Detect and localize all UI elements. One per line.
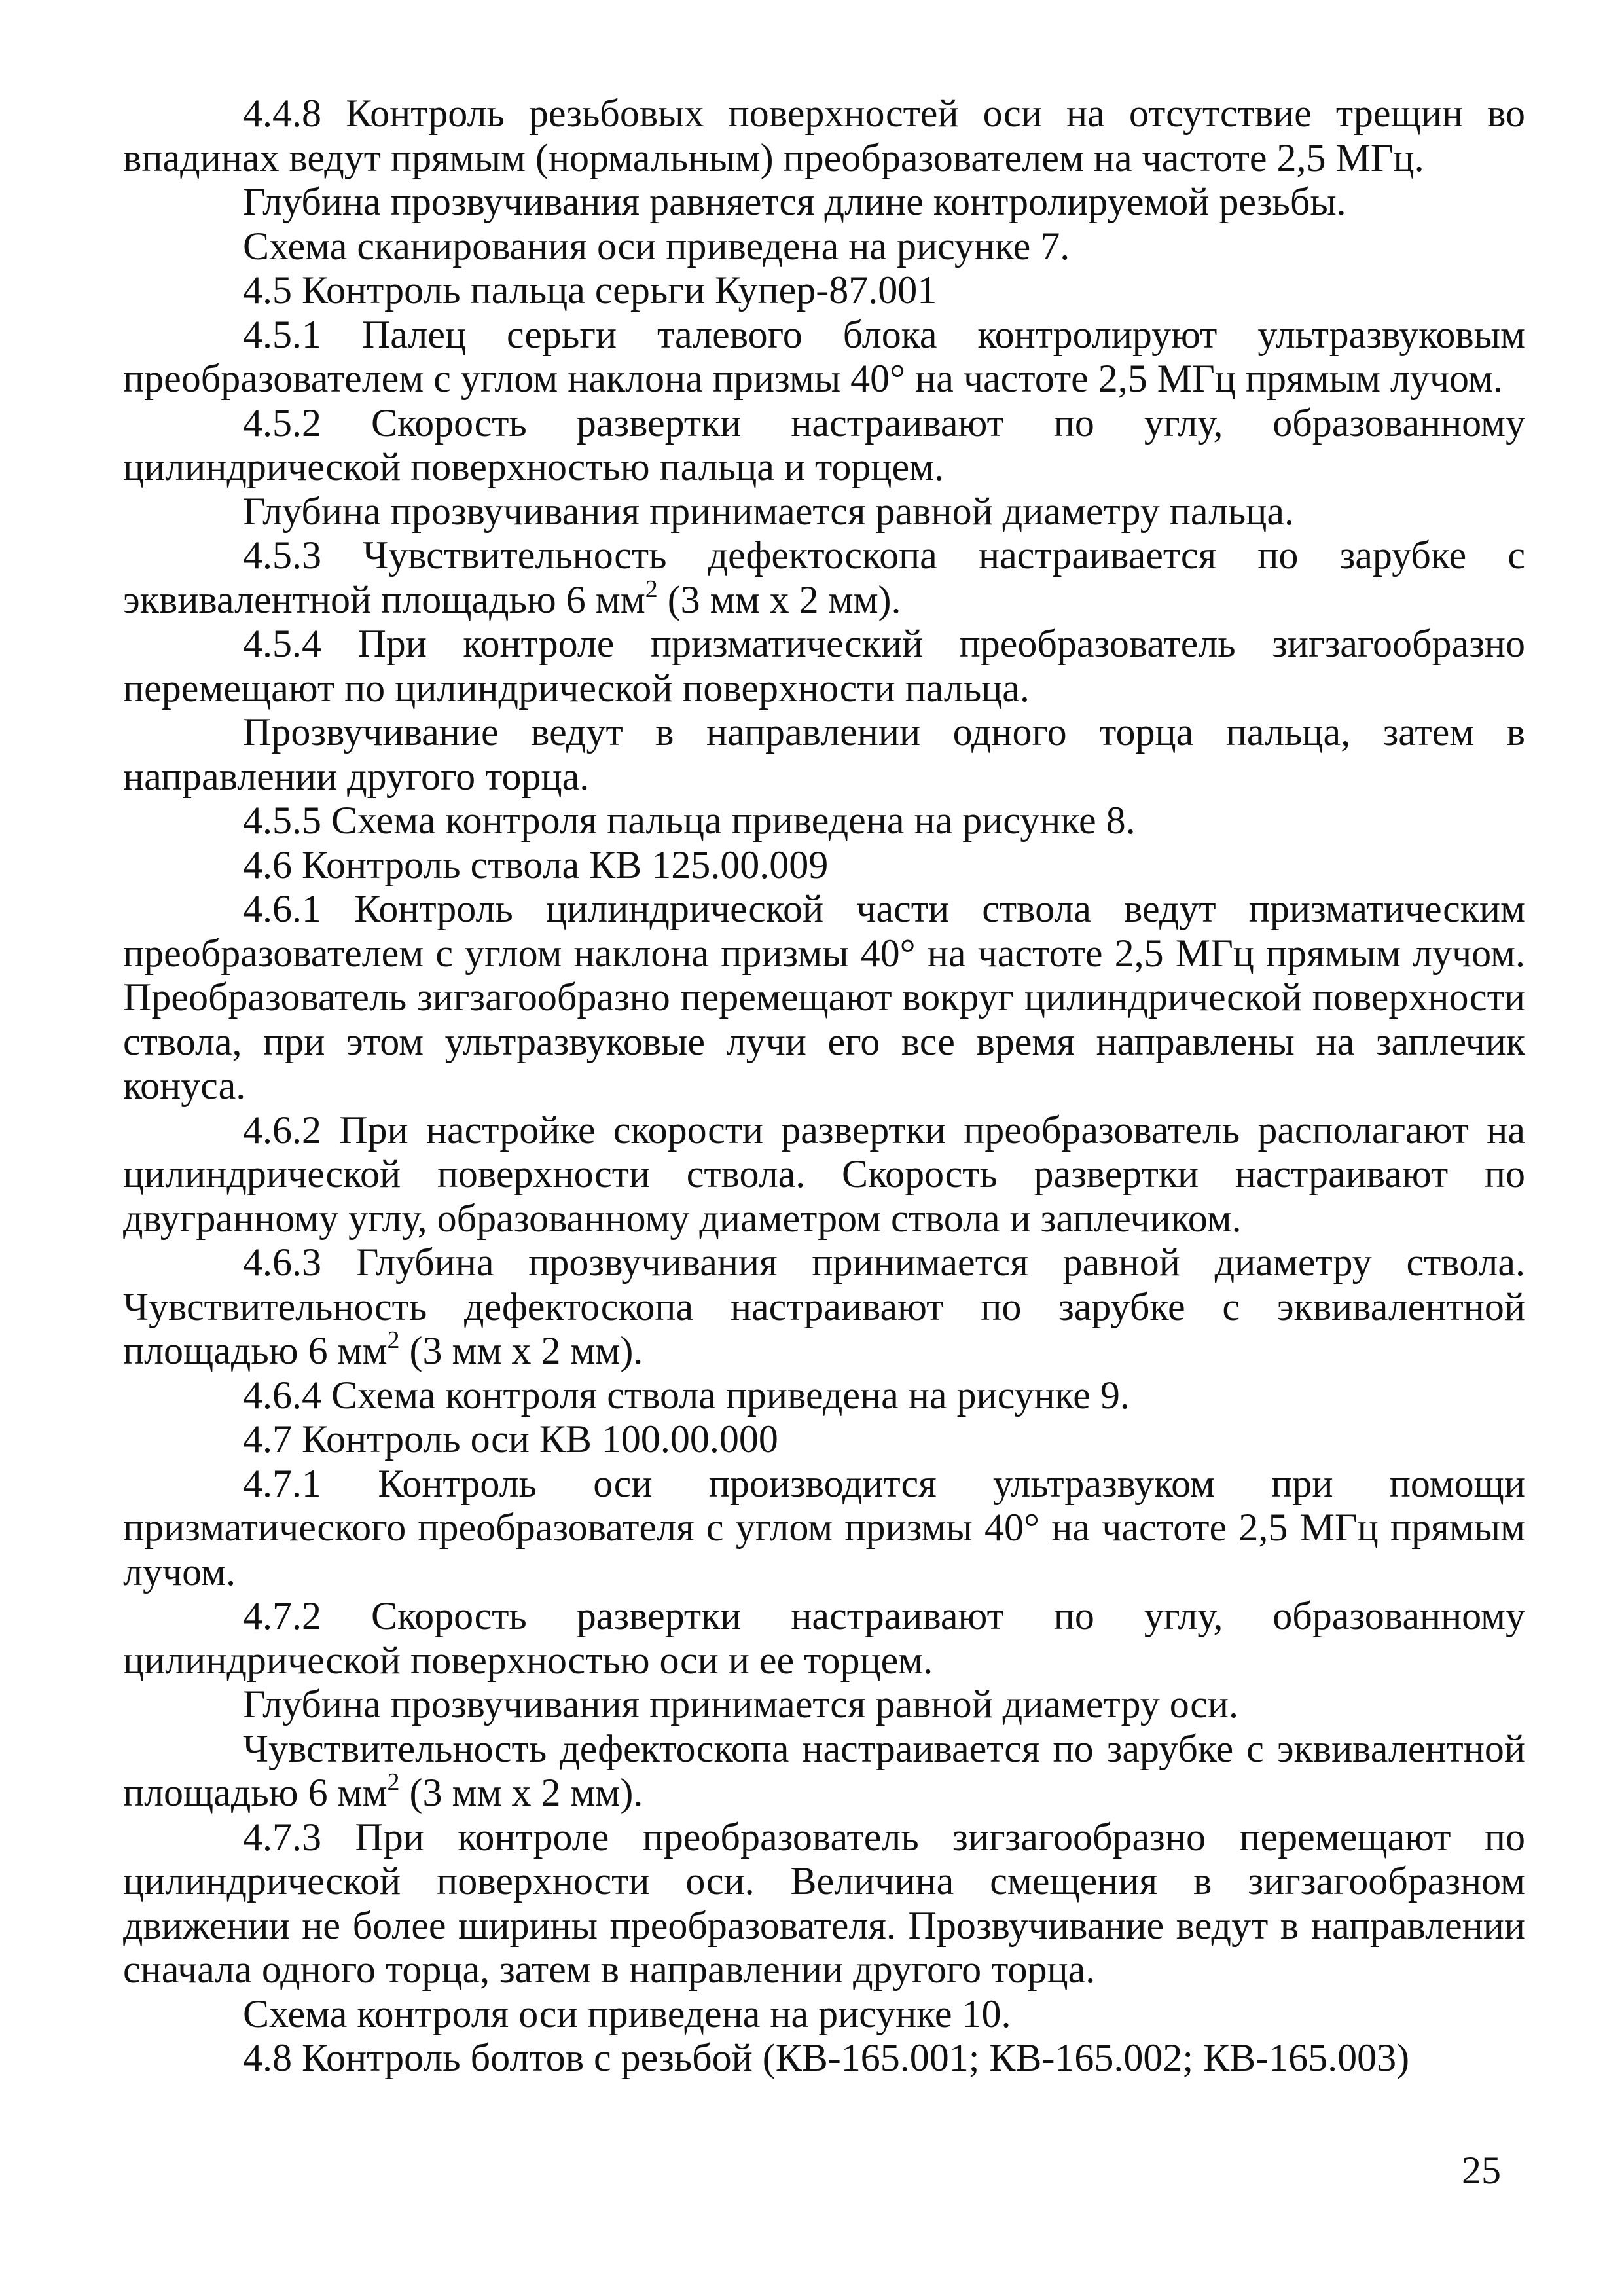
- paragraph-4-7-3: 4.7.3 При контроле преобразователь зигзагообразно перемещают по цилиндрической поверхности оси. Величина смещения в зигзагообразном движении не более ширины преобразователя. Прозвучивание ведут в направлении сначала одного торца, затем в направлении другого торца.: [123, 1815, 1525, 1991]
- paragraph-4-6-3-tail: (3 мм х 2 мм).: [399, 1329, 643, 1372]
- superscript-2: 2: [645, 575, 658, 603]
- paragraph-sensitivity-axle: [123, 1727, 1525, 1815]
- paragraph-4-6-4: 4.6.4 Схема контроля ствола приведена на рисунке 9.: [243, 1373, 1130, 1417]
- paragraph-sensitivity-axle-tail: (3 мм х 2 мм).: [399, 1771, 643, 1814]
- paragraph-scan-depth-pin: Глубина прозвучивания принимается равной диаметру пальца.: [243, 489, 1295, 533]
- paragraph-figure-10-ref: Схема контроля оси приведена на рисунке 10.: [243, 1992, 1011, 2035]
- heading-4-7: 4.7 Контроль оси КВ 100.00.000: [243, 1417, 778, 1461]
- paragraph-sounding-direction-pin: Прозвучивание ведут в направлении одного торца пальца, затем в направлении другого торца.: [123, 710, 1525, 798]
- paragraph-4-7-1: 4.7.1 Контроль оси производится ультразвуком при помощи призматического преобразователя с углом призмы 40° на частоте 2,5 МГц прямым лучом.: [123, 1461, 1525, 1594]
- heading-4-8: 4.8 Контроль болтов с резьбой (КВ-165.001; КВ-165.002; КВ-165.003): [243, 2036, 1410, 2079]
- paragraph-4-5-3-text: 4.5.3 Чувствительность дефектоскопа настраивается по зарубке с эквивалентной площадью 6 мм: [123, 534, 1525, 621]
- superscript-2: 2: [387, 1768, 400, 1796]
- paragraph-4-5-3-tail: (3 мм х 2 мм).: [657, 577, 901, 621]
- document-body: [123, 92, 1525, 2081]
- paragraph-4-5-4: 4.5.4 При контроле призматический преобразователь зигзагообразно перемещают по цилиндрической поверхности пальца.: [123, 622, 1525, 710]
- heading-4-6: 4.6 Контроль ствола КВ 125.00.009: [243, 843, 829, 886]
- heading-4-5: 4.5 Контроль пальца серьги Купер-87.001: [243, 268, 937, 312]
- paragraph-4-6-2: 4.6.2 При настройке скорости развертки преобразователь располагают на цилиндрической поверхности ствола. Скорость развертки настраивают по двугранному углу, образованному диаметром ствола и заплечиком.: [123, 1108, 1525, 1240]
- paragraph-scan-depth-axle: Глубина прозвучивания принимается равной диаметру оси.: [243, 1683, 1238, 1726]
- paragraph-4-5-2: 4.5.2 Скорость развертки настраивают по углу, образованному цилиндрической поверхностью пальца и торцем.: [123, 401, 1525, 488]
- paragraph-4-7-2: 4.7.2 Скорость развертки настраивают по углу, образованному цилиндрической поверхностью оси и ее торцем.: [123, 1594, 1525, 1682]
- paragraph-4-5-3: [123, 534, 1525, 622]
- paragraph-4-6-3-text: 4.6.3 Глубина прозвучивания принимается равной диаметру ствола. Чувствительность дефектоскопа настраивают по зарубке с эквивалентной площадью 6 мм: [123, 1241, 1525, 1372]
- superscript-2: 2: [387, 1326, 400, 1354]
- paragraph-4-4-8: 4.4.8 Контроль резьбовых поверхностей оси на отсутствие трещин во впадинах ведут прямым (нормальным) преобразователем на частоте 2,5 МГц.: [123, 92, 1525, 179]
- paragraph-scan-depth-thread: Глубина прозвучивания равняется длине контролируемой резьбы.: [243, 180, 1346, 223]
- paragraph-figure-7-ref: Схема сканирования оси приведена на рисунке 7.: [243, 224, 1070, 268]
- paragraph-4-6-1: 4.6.1 Контроль цилиндрической части ствола ведут призматическим преобразователем с углом наклона призмы 40° на частоте 2,5 МГц прямым лучом. Преобразователь зигзагообразно перемещают вокруг цилиндрической поверхности ствола, при этом ультразвуковые лучи его все время направлены на заплечик конуса.: [123, 887, 1525, 1107]
- paragraph-4-5-1: 4.5.1 Палец серьги талевого блока контролируют ультразвуковым преобразователем с углом наклона призмы 40° на частоте 2,5 МГц прямым лучом.: [123, 312, 1525, 400]
- paragraph-4-6-3: [123, 1241, 1525, 1374]
- paragraph-4-5-5: 4.5.5 Схема контроля пальца приведена на рисунке 8.: [243, 799, 1136, 842]
- page-number: 25: [1462, 2149, 1501, 2192]
- paragraph-sensitivity-axle-text: Чувствительность дефектоскопа настраивается по зарубке с эквивалентной площадью 6 мм: [123, 1726, 1525, 1814]
